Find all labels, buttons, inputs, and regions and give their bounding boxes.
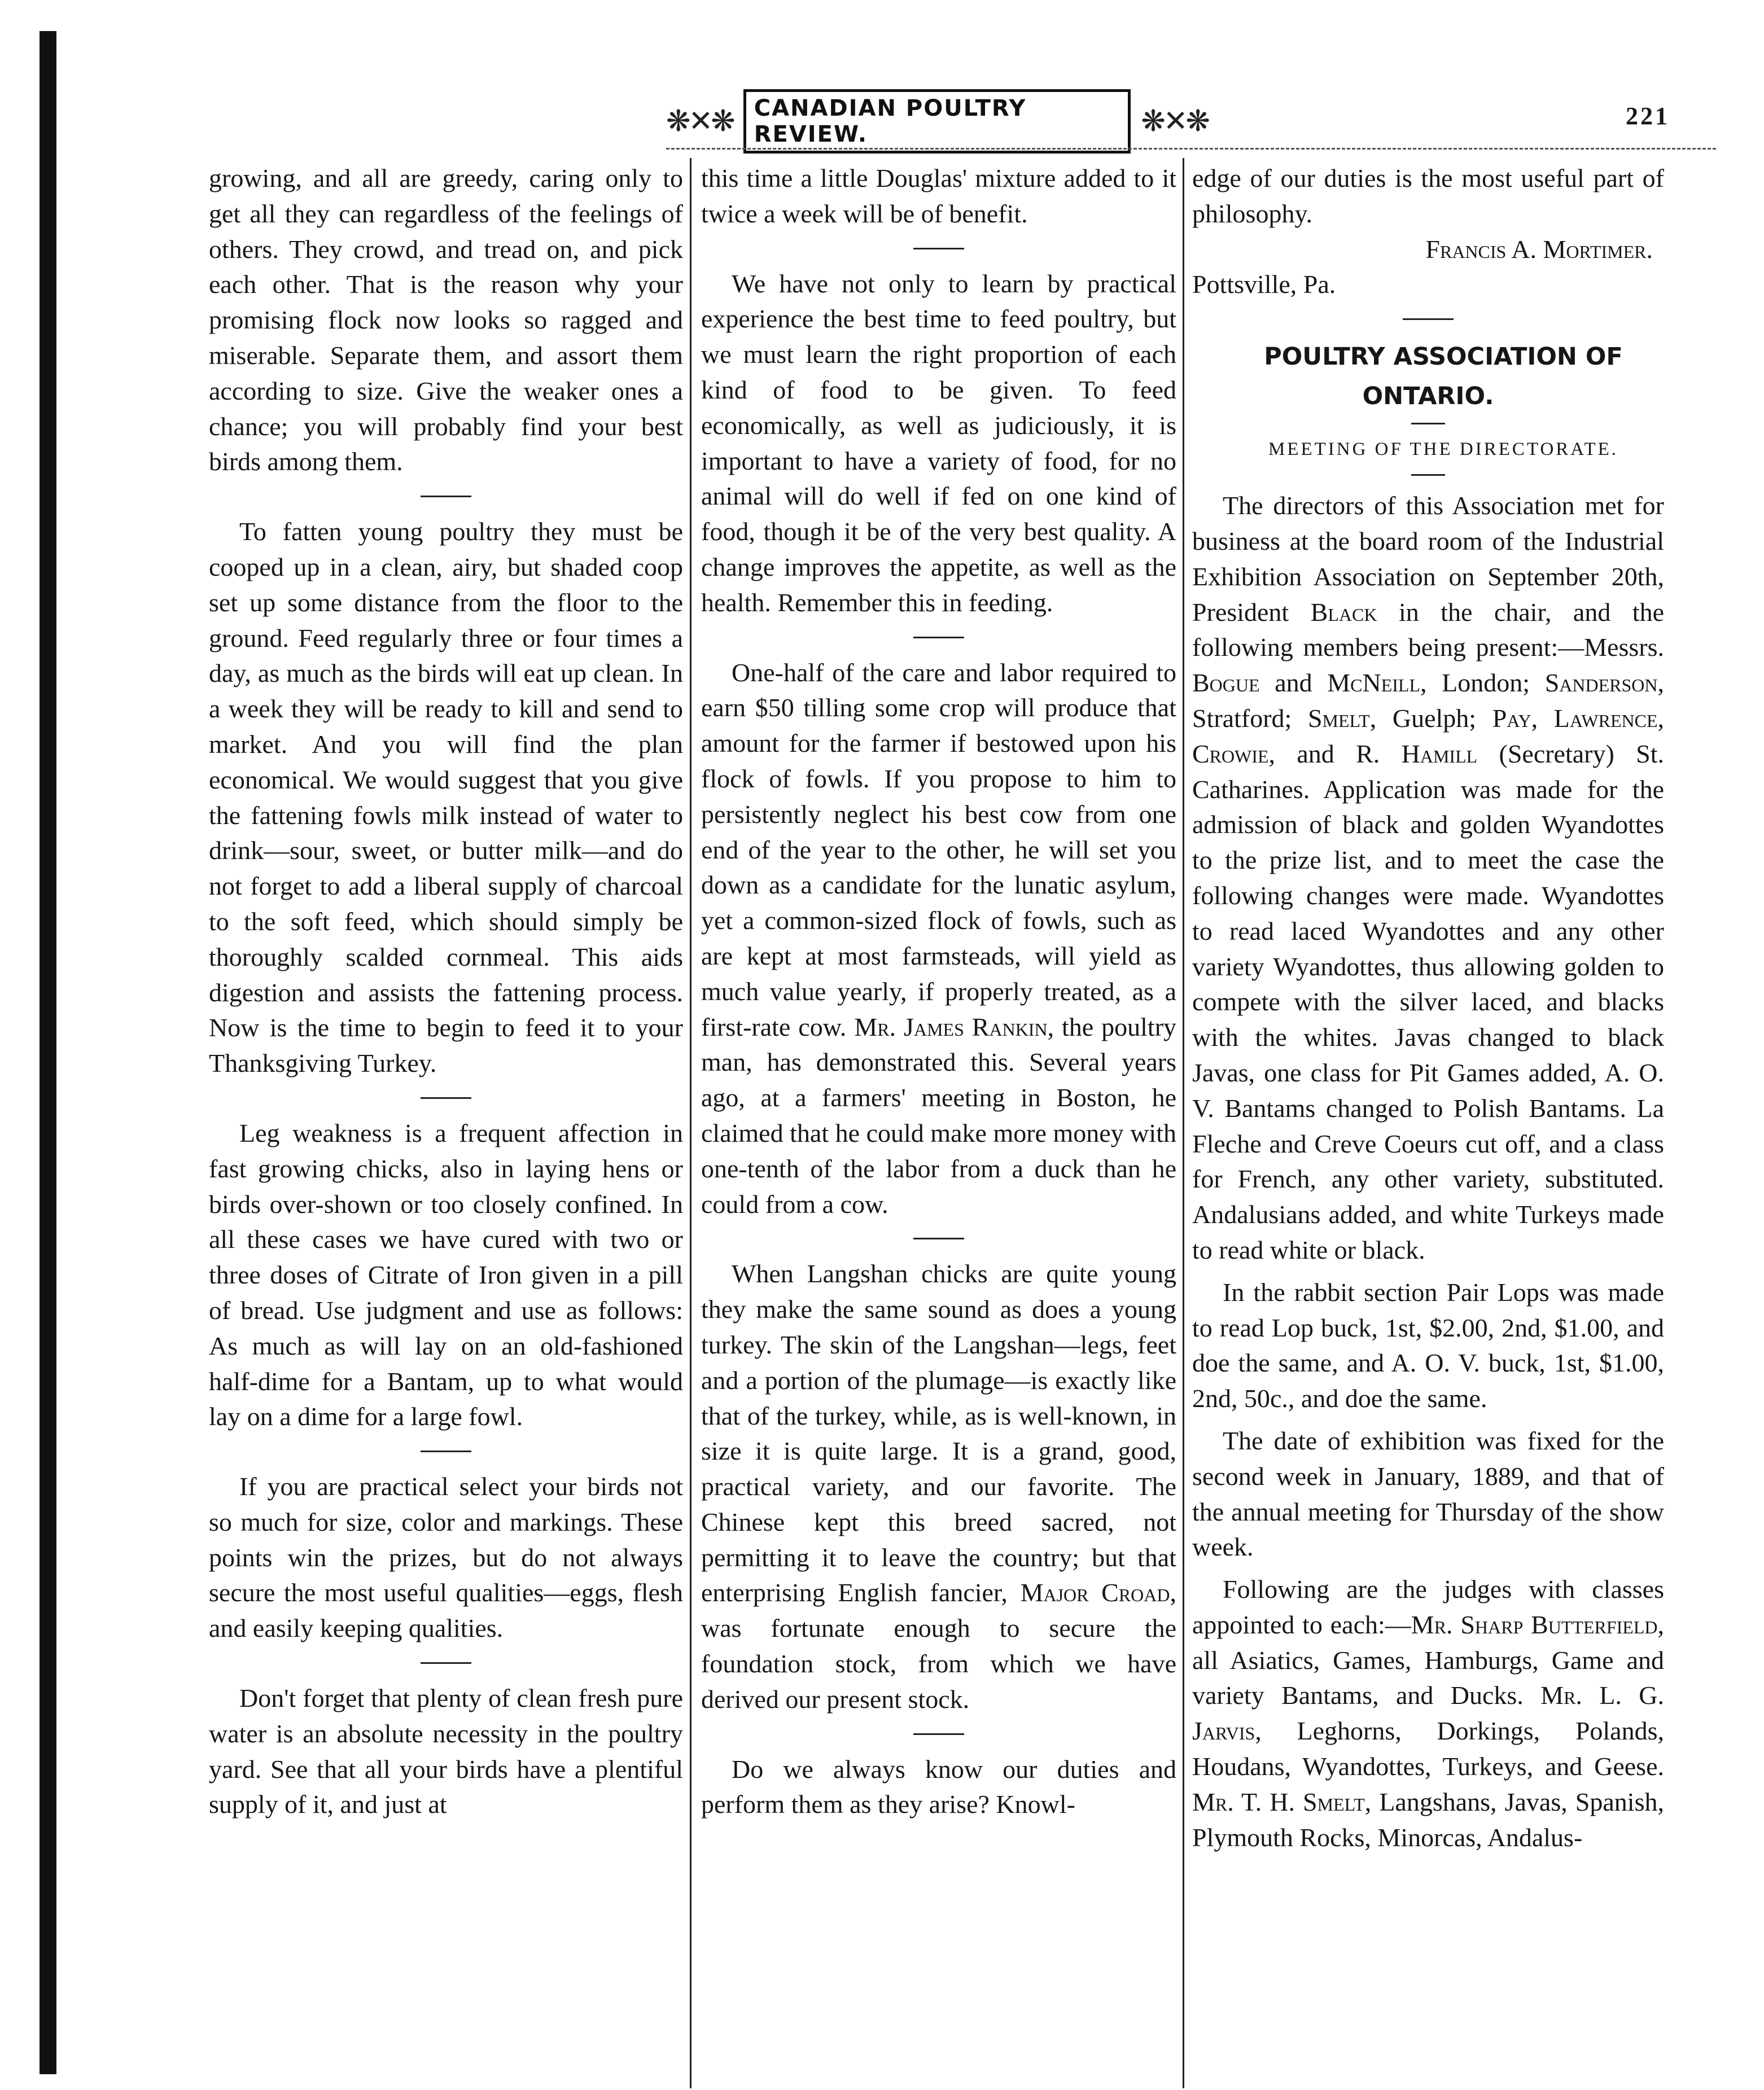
text-run: When Langshan chicks are quite young they make the same sound as does a young turkey. The skin of the Langshan—legs, feet and a portion of the plumage—is exactly like that of the turkey, while, as is well-known, in size it is quite large. It is a grand, good, practical variety, and our favorite. The Chinese kept this breed sacred, not permitting it to leave the country; but that enterprising English fancier,	[701, 1259, 1176, 1607]
paragraph	[701, 655, 1176, 1223]
separator	[1411, 423, 1445, 424]
text-run: all Asiatics, Games, Hamburgs, Game and variety Bantams, and Ducks.	[1192, 1645, 1664, 1710]
person-name: McNeill,	[1327, 668, 1427, 698]
masthead-title: CANADIAN POULTRY REVIEW.	[743, 89, 1131, 154]
text-run: and	[1297, 739, 1334, 768]
paragraph: If you are practical select your birds not so much for size, color and markings. These points win the prizes, but do not always secure the most useful qualities—eggs, flesh and easily keeping qualities.	[209, 1472, 683, 1643]
place-line: Pottsville, Pa.	[1192, 270, 1336, 299]
separator	[1403, 318, 1454, 320]
separator	[421, 1097, 471, 1099]
column-1	[209, 161, 683, 1822]
page-number: 221	[1626, 102, 1670, 130]
person-name: Black	[1310, 597, 1377, 626]
text-run: The directors of this Association met for business at the board room of the Industrial Exhibition Association on September 20th, President	[1192, 491, 1664, 626]
text-run: Langshans, Javas, Spanish, Plymouth Rocks, Minorcas, Andalus-	[1192, 1787, 1664, 1852]
column-rule	[1183, 158, 1184, 2088]
paragraph: Don't forget that plenty of clean fresh pure water is an absolute necessity in the poultry yard. See that all your birds have a plentiful supply of it, and just at	[209, 1684, 683, 1819]
column-3	[1192, 161, 1664, 1855]
person-name: Mr. Sharp Butterfield,	[1411, 1610, 1664, 1639]
right-ornament-icon: ❋✕❋	[1141, 106, 1208, 138]
paragraph: In the rabbit section Pair Lops was made to read Lop buck, 1st, $2.00, 2nd, $1.00, and doe the same, and A. O. V. buck, 1st, $1.00, 2nd, 50c., and doe the same.	[1192, 1277, 1664, 1413]
text-run: Stratford;	[1192, 703, 1292, 733]
text-run: was fortunate enough to secure the foundation stock, from which we have derived our present stock.	[701, 1614, 1176, 1714]
paragraph	[701, 1256, 1176, 1717]
person-name: Pay, Lawrence, Crowie,	[1192, 703, 1665, 768]
paragraph	[1192, 488, 1664, 1268]
section-subtitle: MEETING OF THE DIRECTORATE.	[1268, 439, 1619, 460]
text-run: and	[1275, 668, 1312, 698]
text-run: One-half of the care and labor required to earn $50 tilling some crop will produce that amount for the farmer if bestowed upon his flock of fowls. If you propose to him to persistently neglect his best cow from one end of the year to the other, he will set you down as a candidate for the lunatic asylum, yet a common-sized flock of fowls, such as are kept at most farmsteads, will yield as much value yearly, if properly treated, as a first-rate cow.	[701, 658, 1176, 1041]
text-run: Following are the judges with classes appointed to each:—	[1192, 1575, 1664, 1639]
left-ornament-icon: ❋✕❋	[666, 106, 733, 138]
paragraph: Do we always know our duties and perform them as they arise? Knowl-	[701, 1754, 1176, 1819]
separator	[913, 248, 964, 249]
person-name: Bogue	[1192, 668, 1260, 698]
person-name: Mr. James Rankin,	[854, 1012, 1054, 1041]
signature: Francis A. Mortimer.	[1425, 234, 1653, 264]
text-run: in the chair, and the following members being present:—Messrs.	[1192, 597, 1664, 662]
paragraph: To fatten young poultry they must be cooped up in a clean, airy, but shaded coop set up some distance from the floor to the ground. Feed regularly three or four times a day, as much as the birds will eat up clean. In a week they will be ready to kill and send to market. And you will find the plan economical. We would suggest that you give the fattening fowls milk instead of water to drink—sour, sweet, or butter milk—and do not forget to add a liberal supply of charcoal to the soft feed, which should simply be thoroughly scalded cornmeal. This aids digestion and assists the fattening process. Now is the time to begin to feed it to your Thanksgiving Turkey.	[209, 517, 683, 1078]
text-run: (Secretary) St. Catharines. Application was made for the admission of black and golden Wyandottes to the prize list, and to meet the case the following changes were made. Wyandottes to read laced Wyandottes and any other variety Wyandottes, thus allowing golden to compete with the silver laced, and blacks with the whites. Javas changed to black Javas, one class for Pit Games added, A. O. V. Bantams changed to Polish Bantams. La Fleche and Creve Coeurs cut off, and a class for French, any other variety, substituted. Andalusians added, and white Turkeys made to read white or black.	[1192, 739, 1664, 1264]
masthead	[666, 95, 1208, 147]
column-2	[701, 161, 1176, 1822]
column-rule	[690, 158, 691, 2088]
paragraph: growing, and all are greedy, caring only to get all they can regardless of the feelings of others. They crowd, and tread on, and pick each other. That is the reason why your promising flock now looks so ragged and miserable. Separate them, and assort them according to size. Give the weaker ones a chance; you will probably find your best birds among them.	[209, 164, 683, 476]
paragraph: The date of exhibition was fixed for the second week in January, 1889, and that of the annual meeting for Thursday of the show week.	[1192, 1426, 1664, 1562]
page-edge-shadow	[40, 31, 56, 2074]
header-rule	[666, 148, 1716, 150]
separator	[421, 496, 471, 497]
separator	[1411, 474, 1445, 476]
person-name: Sanderson,	[1544, 668, 1665, 698]
text-run: the poultry man, has demonstrated this. Several years ago, at a farmers' meeting in Boston, he claimed that he could make more money with one-tenth of the labor from a duck than he could from a cow.	[701, 1012, 1177, 1219]
person-name: Major Croad,	[1020, 1578, 1176, 1607]
separator	[421, 1662, 471, 1664]
text-run: Leghorns, Dorkings, Polands, Houdans, Wyandottes, Turkeys, and Geese.	[1192, 1716, 1665, 1781]
person-name: Mr. T. H. Smelt,	[1192, 1787, 1372, 1816]
text-run: Guelph;	[1392, 703, 1477, 733]
person-name: R. Hamill	[1356, 739, 1478, 768]
separator	[913, 1733, 964, 1735]
paragraph: We have not only to learn by practical experience the best time to feed poultry, but we must learn the right proportion of each kind of food to be given. To feed economically, as well as judiciously, it is important to have a variety of food, for no animal will do well if fed on one kind of food, though it be of the very best quality. A change improves the appetite, as well as the health. Remember this in feeding.	[701, 269, 1176, 617]
person-name: Smelt,	[1307, 703, 1377, 733]
paragraph	[1192, 1572, 1664, 1855]
paragraph: this time a little Douglas' mixture added to it twice a week will be of benefit.	[701, 164, 1176, 228]
separator	[913, 1238, 964, 1239]
paragraph: edge of our duties is the most useful part of philosophy.	[1192, 164, 1664, 228]
section-title: POULTRY ASSOCIATION OF ONTARIO.	[1264, 343, 1623, 411]
person-name: Mr. L. G. Jarvis,	[1192, 1681, 1664, 1746]
paragraph: Leg weakness is a frequent affection in fast growing chicks, also in laying hens or birds over-shown or too closely confined. In all these cases we have cured with two or three doses of Citrate of Iron given in a pill of bread. Use judgment and use as follows: As much as will lay on an old-fashioned half-dime for a Bantam, up to what would lay on a dime for a large fowl.	[209, 1118, 683, 1431]
text-run: London;	[1442, 668, 1530, 698]
separator	[913, 637, 964, 638]
separator	[421, 1451, 471, 1452]
